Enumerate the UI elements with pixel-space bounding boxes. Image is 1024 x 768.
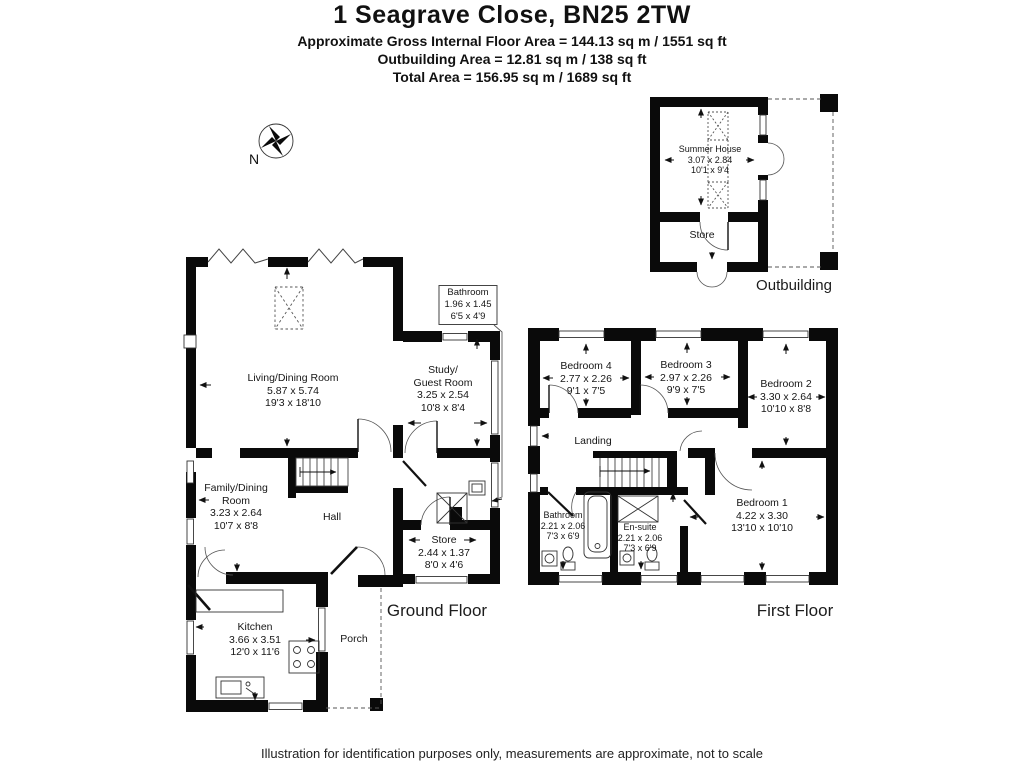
room-label-bedroom2: Bedroom 2 3.30 x 2.64 10'10 x 8'8 xyxy=(760,378,812,415)
room-label-ff-bathroom: Bathroom 2.21 x 2.06 7'3 x 6'9 xyxy=(540,510,586,541)
outbuilding-label: Outbuilding xyxy=(756,277,832,294)
room-label-bedroom4: Bedroom 4 2.77 x 2.26 9'1 x 7'5 xyxy=(560,360,612,397)
page-title: 1 Seagrave Close, BN25 2TW xyxy=(333,1,691,29)
room-label-summer-house: Summer House 3.07 x 2.84 10'1 x 9'4 xyxy=(678,144,742,175)
outbuilding-plan xyxy=(650,94,838,272)
first-floor-label: First Floor xyxy=(756,601,834,620)
room-label-gf-bathroom: Bathroom 1.96 x 1.45 6'5 x 4'9 xyxy=(438,285,497,325)
stairs-first xyxy=(600,458,659,487)
room-label-family-dining: Family/Dining Room 3.23 x 2.64 10'7 x 8'8 xyxy=(204,482,268,532)
room-label-gf-store: Store 2.44 x 1.37 8'0 x 4'6 xyxy=(418,534,470,571)
stairs-ground xyxy=(296,458,348,486)
shower-icon xyxy=(618,496,658,522)
gross-area-text: Approximate Gross Internal Floor Area = 144.13 sq m / 1551 sq ft xyxy=(297,33,727,49)
sink-icon xyxy=(216,677,264,698)
room-label-ob-store: Store xyxy=(689,229,715,241)
bath-icon xyxy=(584,492,611,558)
room-label-porch: Porch xyxy=(340,633,368,645)
room-label-ensuite: En-suite 2.21 x 2.06 7'3 x 6'9 xyxy=(617,522,663,553)
outbuilding-area-text: Outbuilding Area = 12.81 sq m / 138 sq ft xyxy=(377,51,647,67)
room-label-living-dining: Living/Dining Room 5.87 x 5.74 19'3 x 18'10 xyxy=(247,372,339,409)
stove-icon xyxy=(289,641,319,673)
room-label-kitchen: Kitchen 3.66 x 3.51 12'0 x 11'6 xyxy=(229,621,281,658)
compass-north-label: N xyxy=(249,151,260,167)
room-label-landing: Landing xyxy=(574,435,612,447)
ground-floor-label: Ground Floor xyxy=(386,601,488,620)
room-label-hall: Hall xyxy=(322,511,342,523)
disclaimer-text: Illustration for identification purposes only, measurements are approximate, not to scale xyxy=(261,746,763,761)
outbuilding-details xyxy=(665,99,833,287)
basin-icon xyxy=(469,481,485,495)
basin-icon xyxy=(542,551,557,566)
total-area-text: Total Area = 156.95 sq m / 1689 sq ft xyxy=(392,69,632,85)
room-label-bedroom3: Bedroom 3 2.97 x 2.26 9'9 x 7'5 xyxy=(660,359,712,396)
room-label-bedroom1: Bedroom 1 4.22 x 3.30 13'10 x 10'10 xyxy=(731,497,793,534)
room-label-study-guest: Study/ Guest Room 3.25 x 2.54 10'8 x 8'4 xyxy=(413,364,473,414)
compass-rose-icon xyxy=(259,124,293,158)
